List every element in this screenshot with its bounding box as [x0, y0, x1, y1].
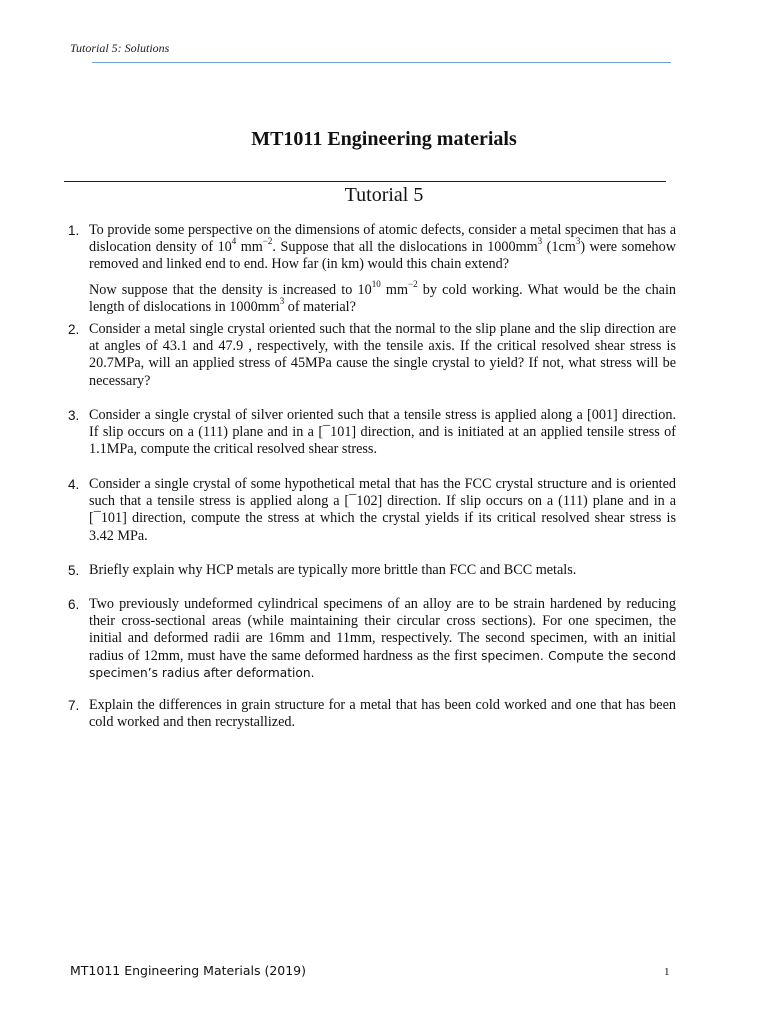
question-5: [68, 562, 676, 579]
text-run: To provide some perspective on the dimensions of atomic defects, consider a metal specimen that has a dislocation density of 10: [89, 222, 676, 256]
superscript: 4: [231, 236, 237, 247]
question-number: 3.: [68, 408, 80, 423]
text-run: (1cm: [542, 239, 576, 256]
question-body: Briefly explain why HCP metals are typically more brittle than FCC and BCC metals.: [89, 562, 577, 578]
question-number: 7.: [68, 698, 80, 713]
question-number: 2.: [68, 322, 80, 337]
question-6: [68, 596, 676, 682]
header-divider: [92, 62, 671, 63]
text-run: of material?: [284, 298, 356, 315]
footer-course: MT1011 Engineering Materials (2019): [70, 963, 307, 978]
question-body: [89, 596, 676, 682]
superscript: −2: [262, 236, 273, 247]
superscript: −2: [408, 278, 418, 289]
question-7: [68, 697, 676, 731]
page-number: 1: [664, 966, 670, 978]
superscript: 3: [537, 236, 543, 247]
question-2: [68, 321, 676, 390]
question-body: Consider a metal single crystal oriented such that the normal to the slip plane and the slip direction are at angles of 43.1 and 47.9 , respectively, with the tensile axis. If the critical resolved shear stress is 20.7MPa, will an applied stress of 45MPa cause the single crystal to yield? If not, what stress will be necessary?: [89, 321, 676, 389]
superscript: 3: [575, 236, 581, 247]
question-body: Consider a single crystal of some hypothetical metal that has the FCC crystal structure and is oriented such that a tensile stress is applied along a [¯102] direction. If slip occurs on a (111) plane and in a [¯101] direction, compute the stress at which the crystal yields if its critical resolved shear stress is 3.42 MPa.: [89, 476, 676, 544]
question-4: [68, 476, 676, 545]
text-run: ) were somehow removed and linked end to end. How far (in km) would this chain extend?: [89, 239, 676, 273]
question-3: [68, 407, 676, 459]
text-run: specimen. Compute the second specimen’s radius after deformation.: [89, 648, 676, 680]
title-divider: [64, 181, 666, 182]
running-header: Tutorial 5: Solutions: [70, 41, 170, 55]
document-subtitle: Tutorial 5: [344, 184, 424, 206]
question-paragraph: [89, 222, 676, 274]
text-run: Now suppose that the density is increased to 10: [89, 281, 372, 298]
text-run: by cold working. What would be the chain length of dislocations in 1000mm: [89, 281, 677, 315]
question-paragraph: [89, 278, 677, 316]
text-run: . Suppose that all the dislocations in 1000mm: [272, 239, 538, 256]
text-run: mm: [236, 239, 263, 256]
question-body: [89, 222, 676, 316]
question-number: 5.: [68, 563, 80, 578]
superscript: 10: [371, 278, 381, 289]
question-1: [68, 222, 676, 316]
superscript: 3: [279, 296, 285, 307]
question-number: 4.: [68, 477, 80, 492]
question-body: Explain the differences in grain structure for a metal that has been cold worked and one that has been cold worked and then recrystallized.: [89, 697, 676, 731]
text-run: Two previously undeformed cylindrical specimens of an alloy are to be strain hardened by reducing their cross-sectional areas (while maintaining their circular cross sections). For one specimen, the initial and deformed radii are 16mm and 11mm, respectively. The second specimen, with an initial radius of 12mm, must have the same deformed hardness as the first: [89, 596, 676, 664]
document-title: MT1011 Engineering materials: [251, 128, 517, 150]
question-body: Consider a single crystal of silver oriented such that a tensile stress is applied along a [001] direction. If slip occurs on a (111) plane and in a [¯101] direction, and is initiated at an applied tensile stress of 1.1MPa, compute the critical resolved shear stress.: [89, 407, 676, 458]
question-number: 1.: [68, 223, 80, 238]
text-run: mm: [380, 281, 409, 298]
question-number: 6.: [68, 597, 80, 612]
